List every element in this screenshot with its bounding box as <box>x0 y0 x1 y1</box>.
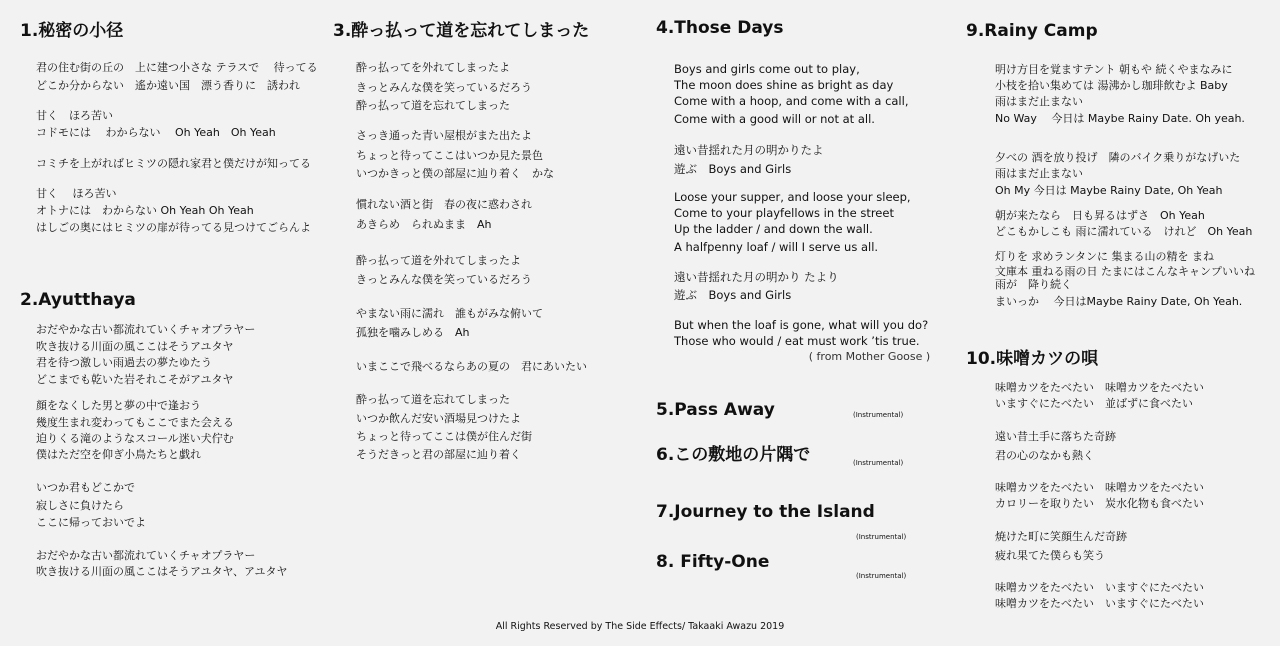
lyric-line: ちょっと待ってここは僕が住んだ街 <box>356 430 532 443</box>
lyric-line: きっとみんな僕を笑っているだろう <box>356 81 532 94</box>
lyric-line: 幾度生まれ変わってもここでまた会える <box>36 416 234 429</box>
song-10-title: 10.味噌カツの唄 <box>966 349 1099 369</box>
lyric-line: 酔っ払ってを外れてしまったよ <box>356 61 510 74</box>
lyric-line: いつか君もどこかで <box>36 481 135 494</box>
lyric-line: 君の住む街の丘の 上に建つ小さな テラスで 待ってる <box>36 61 318 74</box>
lyric-line: 吹き抜ける川面の風ここはそうアユタヤ <box>36 340 234 353</box>
lyric-line: コドモには わからない Oh Yeah Oh Yeah <box>36 126 276 139</box>
song-7-title: 7.Journey to the Island <box>656 502 875 522</box>
instrumental-note: (Instrumental) <box>853 459 904 467</box>
lyric-line: いつかきっと僕の部屋に辿り着く かな <box>356 167 554 180</box>
lyric-line: Loose your supper, and loose your sleep, <box>674 190 911 204</box>
song-1-title: 1.秘密の小径 <box>20 21 124 41</box>
lyric-line: まいっか 今日はMaybe Rainy Date, Oh Yeah. <box>995 295 1243 308</box>
lyric-line: 雨はまだ止まない <box>995 95 1083 108</box>
copyright-footer: All Rights Reserved by The Side Effects/ Takaaki Awazu 2019 <box>495 621 785 632</box>
lyric-line: 文庫本 重ねる雨の日 たまにはこんなキャンプいいね <box>995 265 1255 278</box>
instrumental-note: (Instrumental) <box>856 533 907 541</box>
lyric-line: Oh My 今日は Maybe Rainy Date, Oh Yeah <box>995 184 1223 197</box>
lyric-line: そうだきっと君の部屋に辿り着く <box>356 448 521 461</box>
song-10-lyrics <box>995 380 1204 611</box>
lyric-line: 味噌カツをたべたい 味噌カツをたべたい <box>995 381 1204 394</box>
lyric-line: The moon does shine as bright as day <box>674 78 894 92</box>
lyric-line: 雨が 降り続く <box>995 278 1072 291</box>
lyric-line: 慣れない酒と街 春の夜に惑わされ <box>356 198 532 211</box>
lyric-line: 疲れ果てた僕らも笑う <box>995 549 1105 562</box>
lyric-line: 遊ぶ Boys and Girls <box>674 162 792 176</box>
lyric-line: カロリーを取りたい 炭水化物も食べたい <box>995 497 1204 510</box>
lyric-line: 灯りを 求めランタンに 集まる山の精を まね <box>995 250 1215 263</box>
lyric-line: あきらめ られぬまま Ah <box>356 218 492 231</box>
lyric-line: どこまでも乾いた岩それこそがアユタヤ <box>36 373 234 386</box>
lyric-line: Come with a good will or not at all. <box>674 112 875 126</box>
lyric-line: いますぐにたべたい 並ばずに食べたい <box>995 397 1193 410</box>
song-2-lyrics <box>36 322 287 579</box>
lyric-line: ちょっと待ってここはいつか見た景色 <box>356 149 543 162</box>
lyric-line: 遠い昔揺れた月の明かりたよ <box>674 143 824 157</box>
lyric-line: 遠い昔揺れた月の明かり たより <box>674 270 839 284</box>
lyric-line: やまない雨に濡れ 誰もがみな俯いて <box>356 307 543 320</box>
song-3-lyrics <box>356 60 587 462</box>
lyric-line: Come to your playfellows in the street <box>674 206 894 220</box>
song-2-title: 2.Ayutthaya <box>20 290 136 310</box>
lyric-line: No Way 今日は Maybe Rainy Date. Oh yeah. <box>995 112 1245 125</box>
song-1-lyrics <box>36 60 318 235</box>
song-3-title: 3.酔っ払って道を忘れてしまった <box>333 21 590 41</box>
song-8-title: 8. Fifty-One <box>656 552 770 572</box>
lyric-line: いつか飲んだ安い酒場見つけたよ <box>356 412 521 425</box>
lyric-line: 雨はまだ止まない <box>995 167 1083 180</box>
lyric-line: コミチを上がればヒミツの隠れ家君と僕だけが知ってる <box>36 157 311 170</box>
lyric-line: 酔っ払って道を忘れてしまった <box>356 393 510 406</box>
lyric-line: 小枝を拾い集めては 湯沸かし珈琲飲むよ Baby <box>995 79 1228 92</box>
lyric-line: どこか分からない 遙か遠い国 漂う香りに 誘われ <box>36 79 300 92</box>
lyric-line: 吹き抜ける川面の風ここはそうアユタヤ、アユタヤ <box>36 565 288 578</box>
lyric-line: いまここで飛べるならあの夏の 君にあいたい <box>356 360 587 373</box>
song-4-lyrics <box>674 62 931 364</box>
lyric-line: ここに帰っておいでよ <box>36 516 146 529</box>
lyric-line: Up the ladder / and down the wall. <box>674 222 873 236</box>
lyric-line: 僕はただ空を仰ぎ小鳥たちと戯れ <box>36 448 201 461</box>
lyric-line: Those who would / eat must work ’tis true. <box>674 334 920 348</box>
lyric-line: どこもかしこも 雨に濡れている けれど Oh Yeah <box>995 225 1253 238</box>
lyric-line: 寂しさに負けたら <box>36 499 124 512</box>
lyric-line: Boys and girls come out to play, <box>674 62 860 76</box>
lyric-line: 遊ぶ Boys and Girls <box>674 288 792 302</box>
lyric-line: 顔をなくした男と夢の中で逢おう <box>36 399 201 412</box>
song-9-title: 9.Rainy Camp <box>966 21 1098 41</box>
lyric-line: 夕べの 酒を放り投げ 隣のバイク乗りがなげいた <box>995 151 1241 164</box>
lyric-line: 味噌カツをたべたい いますぐにたべたい <box>995 581 1204 594</box>
lyric-line: A halfpenny loaf / will I serve us all. <box>674 240 879 254</box>
lyric-line: さっき通った青い屋根がまた出たよ <box>356 129 532 142</box>
lyric-line: Come with a hoop, and come with a call, <box>674 94 909 108</box>
lyric-line: 君を待つ激しい雨過去の夢たゆたう <box>36 356 212 369</box>
lyric-line: きっとみんな僕を笑っているだろう <box>356 273 532 286</box>
lyric-line: 迫りくる滝のようなスコール迷い犬佇む <box>36 432 234 445</box>
lyric-line: 朝が来たなら 日も昇るはずさ Oh Yeah <box>995 209 1205 222</box>
lyric-line: おだやかな古い都流れていくチャオプラヤー <box>36 549 256 562</box>
song-9-lyrics <box>995 62 1255 309</box>
lyric-line: 明け方目を覚ますテント 朝もや 続くやまなみに <box>995 63 1233 76</box>
lyric-line: 遠い昔土手に落ちた奇跡 <box>995 430 1116 443</box>
lyric-line: 君の心のなかも熱く <box>995 449 1094 462</box>
song-4-title: 4.Those Days <box>656 18 784 38</box>
lyric-line: 孤独を噛みしめる Ah <box>356 326 470 339</box>
instrumental-note: (Instrumental) <box>853 411 904 419</box>
source-note: ( from Mother Goose ) <box>808 350 931 363</box>
lyric-line: 甘く ほろ苦い <box>36 109 113 122</box>
lyric-line: 味噌カツをたべたい いますぐにたべたい <box>995 597 1204 610</box>
lyric-line: 甘く ほろ苦い <box>36 187 117 200</box>
lyric-line: But when the loaf is gone, what will you do? <box>674 318 929 332</box>
song-6-title: 6.この敷地の片隅で <box>656 445 811 465</box>
lyric-line: 焼けた町に笑顔生んだ奇跡 <box>995 530 1127 543</box>
lyric-line: オトナには わからない Oh Yeah Oh Yeah <box>36 204 254 217</box>
lyric-line: 味噌カツをたべたい 味噌カツをたべたい <box>995 481 1204 494</box>
song-5-title: 5.Pass Away <box>656 400 775 420</box>
lyric-line: 酔っ払って道を外れてしまったよ <box>356 254 521 267</box>
instrumental-note: (Instrumental) <box>856 572 907 580</box>
lyric-line: おだやかな古い都流れていくチャオプラヤー <box>36 323 256 336</box>
lyric-line: はしごの奥にはヒミツの扉が待ってる見つけてごらんよ <box>36 221 311 234</box>
lyric-line: 酔っ払って道を忘れてしまった <box>356 99 510 112</box>
